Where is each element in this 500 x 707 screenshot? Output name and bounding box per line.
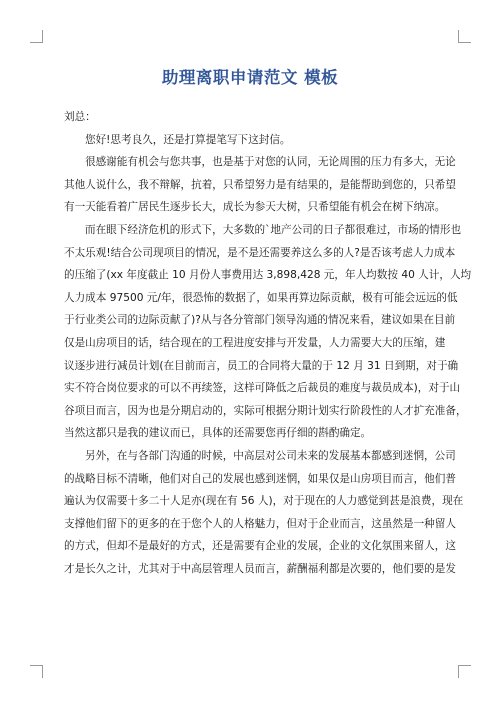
text-line: 遍认为仅需要十多二十人足亦(现在有 56 人)，对于现在的人力感觉到甚是浪费，现在 bbox=[64, 495, 464, 508]
crop-mark-top-right bbox=[458, 30, 471, 43]
document-body bbox=[64, 106, 472, 580]
text-line: 支撑他们留下的更多的在于您个人的人格魅力，但对于企业而言，这虽然是一种留人 bbox=[64, 517, 456, 530]
text-line: 当然这都只是我的建议而已，具体的还需要您再仔细的斟酌确定。 bbox=[64, 427, 372, 440]
text-line: 刘总： bbox=[64, 111, 96, 123]
text-line: 实不符合岗位要求的可以不再续签，这样可降低之后裁员的难度与裁员成本)，对于山 bbox=[64, 382, 461, 395]
text-line: 人力成本 97500 元/年，很恐怖的数据了，如果再算边际贡献，极有可能会远远的低 bbox=[64, 291, 458, 304]
text-line: 于行业类公司的边际贡献了)?从与各分管部门领导沟通的情况来看，建议如果在目前 bbox=[64, 314, 456, 327]
text-line: 而在眼下经济危机的形式下，大多数的`地产公司的日子都很难过，市场的情形也 bbox=[85, 223, 462, 236]
text-line: 的方式，但却不是最好的方式，还是需要有企业的发展，企业的文化氛围来留人，这 bbox=[64, 540, 456, 553]
text-line: 另外，在与各部门沟通的时候，中高层对公司未来的发展基本都感到迷惘，公司 bbox=[85, 449, 456, 462]
crop-mark-bottom-left bbox=[30, 665, 43, 678]
text-line: 议逐步进行减员计划(在目前而言，员工的合同将大量的于 12 月 31 日到期，对于确 bbox=[64, 359, 459, 372]
text-line: 其他人说什么，我不辩解，抗着，只希望努力是有结果的，是能帮助到您的，只希望 bbox=[64, 178, 456, 191]
document-title: 助理离职申请范文 模板 bbox=[161, 68, 339, 87]
crop-mark-top-left bbox=[30, 30, 43, 43]
text-line: 有一天能看着广居民生逐步长大，成长为参天大树，只希望能有机会在树下纳凉。 bbox=[64, 201, 446, 214]
text-line: 谷项目而言，因为也是分期启动的，实际可根据分期计划实行阶段性的人才扩充准备， bbox=[64, 404, 467, 417]
crop-mark-bottom-right bbox=[458, 665, 471, 678]
text-line: 的压缩了(xx 年度截止 10 月份人事费用达 3,898,428 元，年人均数按 40 人计，人均 bbox=[64, 269, 472, 282]
text-line: 不太乐观!结合公司现项目的情况，是不是还需要养这么多的人?是否该考虑人力成本 bbox=[64, 246, 456, 259]
text-line: 才是长久之计，尤其对于中高层管理人员而言，薪酬福利都是次要的，他们要的是发 bbox=[64, 562, 456, 575]
text-line: 您好!思考良久，还是打算提笔写下这封信。 bbox=[85, 133, 291, 146]
text-line: 仅是山房项目的话，结合现在的工程进度安排与开发量，人力需要大大的压缩，建 bbox=[64, 336, 446, 349]
text-line: 很感谢能有机会与您共事，也是基于对您的认同，无论周围的压力有多大，无论 bbox=[85, 156, 456, 169]
text-line: 的战略目标不清晰，他们对自己的发展也感到迷惘，如果仅是山房项目而言，他们普 bbox=[64, 472, 456, 485]
